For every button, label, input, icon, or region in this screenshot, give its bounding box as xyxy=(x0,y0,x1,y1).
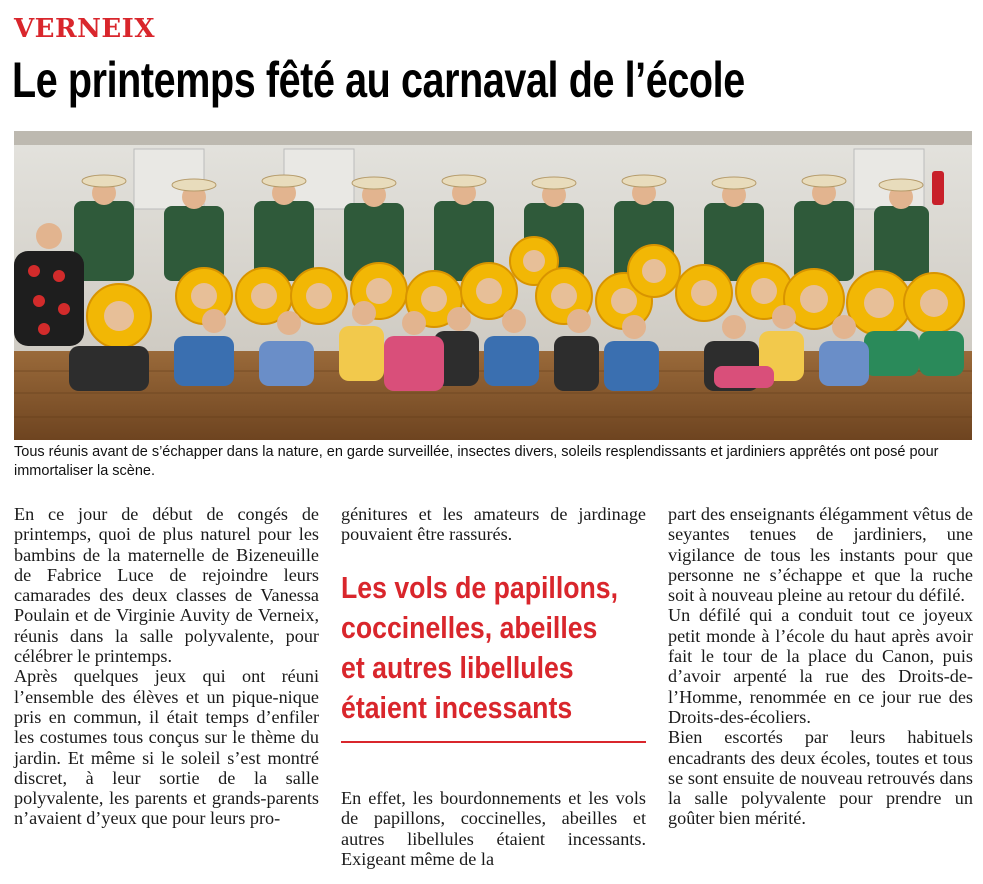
intertitle xyxy=(341,568,619,728)
paragraph: Après quelques jeux qui ont réuni l’ensemble des élèves et un pique-nique pris en commun, il était temps d’enfiler les costumes tous conçus sur le thème du jardin. Et même si le soleil s’est montré discret, à leur sortie de la salle polyvalente, les parents et grands-parents n’avaient d’yeux que pour leurs pro- xyxy=(14,666,319,829)
article-column-1 xyxy=(14,504,319,829)
paragraph: part des enseignants élégamment vêtus de seyantes tenues de jardiniers, une vigilance de tous les instants pour que personne ne s’échappe et que la ruche soit à nouveau pleine au retour du défilé. xyxy=(668,504,973,606)
article-column-2-bottom xyxy=(341,788,646,869)
paragraph: Bien escortés par leurs habituels encadrants des deux écoles, toutes et tous se sont ensuite de nouveau retrouvés dans la salle polyvalente pour prendre un goûter bien mérité. xyxy=(668,727,973,829)
intertitle-line: coccinelles, abeilles xyxy=(341,610,598,645)
paragraph: Un défilé qui a conduit tout ce joyeux petit monde à l’école du haut après avoir fait le tour de la place du Canon, puis d’avoir arpenté la rue des Droits-de-l’Homme, renommée en ce jour rue des Droits-des-écoliers. xyxy=(668,605,973,727)
article-headline: Le printemps fêté au carnaval de l’école xyxy=(12,52,745,108)
intertitle-line: Les vols de papillons, xyxy=(341,570,619,605)
section-kicker: VERNEIX xyxy=(14,14,156,44)
article-column-3 xyxy=(668,504,973,829)
paragraph: En ce jour de début de congés de printemps, quoi de plus naturel pour les bambins de la maternelle de Bizeneuille de Fabrice Luce de rejoindre leurs camarades des deux classes de Vanessa Poulain et de Virginie Auvity de Verneix, réunis dans la salle polyvalente, pour célébrer le printemps. xyxy=(14,504,319,667)
intertitle-line: étaient incessants xyxy=(341,690,573,725)
paragraph: En effet, les bourdonnements et les vols de papillons, coccinelles, abeilles et autres libellules étaient incessants. Exigeant même de la xyxy=(341,788,646,869)
intertitle-rule xyxy=(341,741,646,743)
paragraph: génitures et les amateurs de jardinage pouvaient être rassurés. xyxy=(341,504,646,545)
photo-caption: Tous réunis avant de s’échapper dans la nature, en garde surveillée, insectes divers, soleils resplendissants et jardiniers apprêtés ont posé pour immortaliser la scène. xyxy=(14,444,939,479)
intertitle-line: et autres libellules xyxy=(341,650,574,685)
article-column-2-top xyxy=(341,504,646,545)
group-photo xyxy=(14,131,972,440)
